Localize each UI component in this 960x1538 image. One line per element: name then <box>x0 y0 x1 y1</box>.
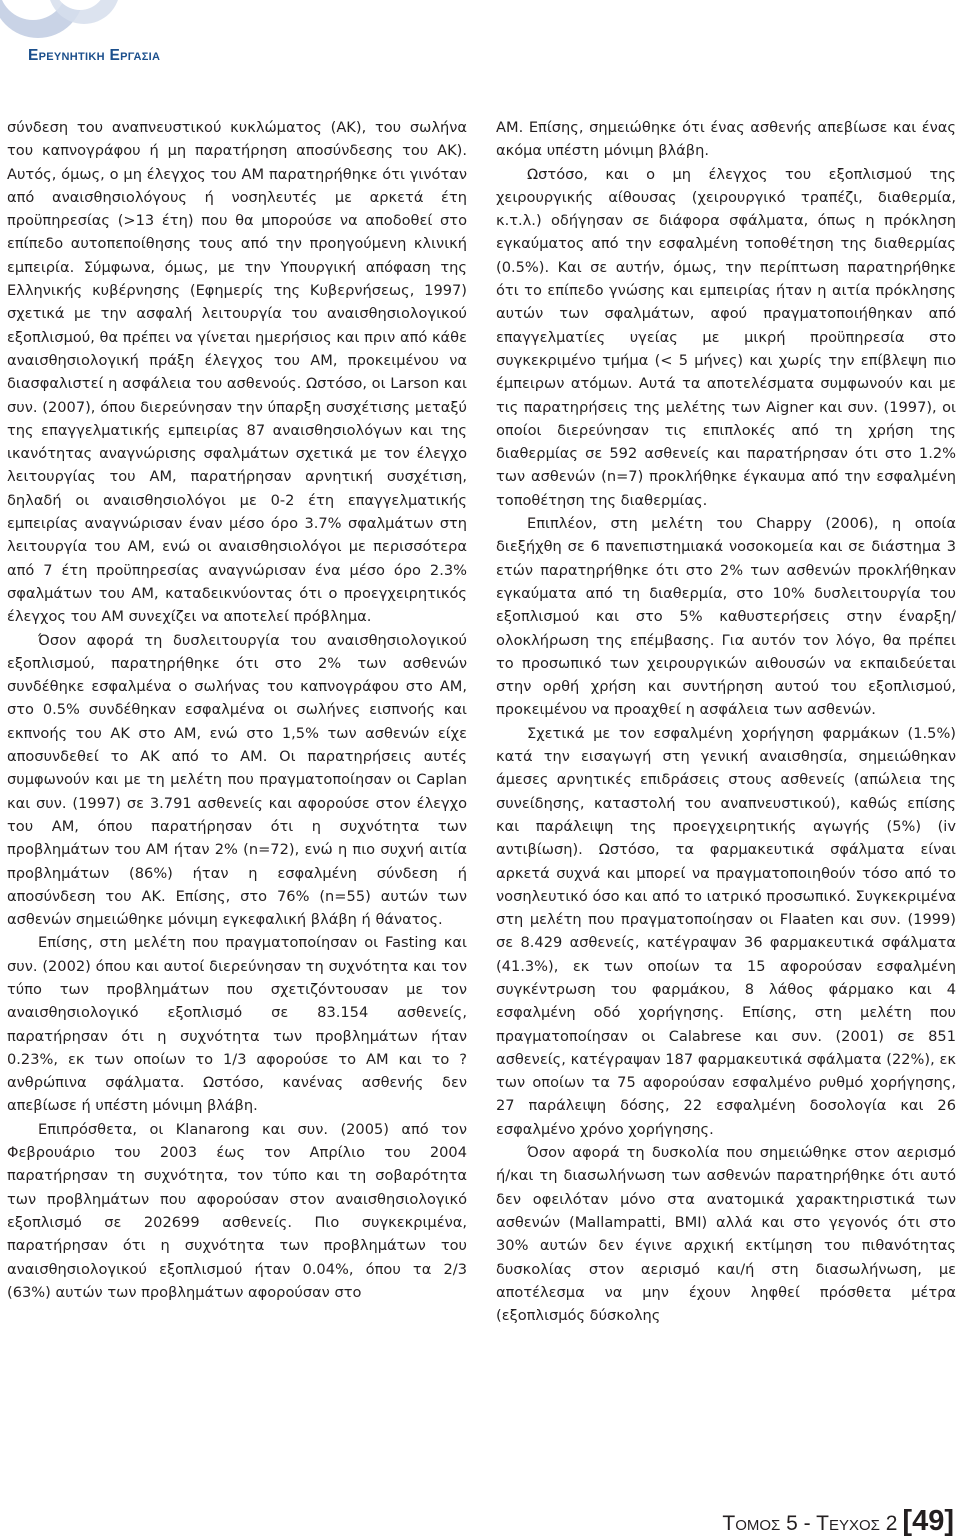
issue-info: Τομος 5 - Τευχος 2 <box>722 1512 898 1535</box>
paragraph: Επιπρόσθετα, οι Klanarong και συν. (2005) από τον Φεβρουάριο του 2003 έως τον Απρίλιο του 2004 παρατήρησαν τη συχνότητα, τον τύπο και τη σοβαρότητα των προβλημάτων που αφορούσαν στον αναισθησιολογικό εξοπλισμό σε 202699 ασθενείς. Πιο συγκεκριμένα, παρατήρησαν ότι η συχνότητα των προβλημάτων του αναισθησιολογικού εξοπλισμού ήταν 0.04%, όπου τα 2/3 (63%) αυτών των προβλημάτων αφορούσαν στο <box>7 1120 467 1301</box>
paragraph: Όσον αφορά τη δυσλειτουργία του αναισθησιολογικού εξοπλισμού, παρατηρήθηκε ότι στο 2% των ασθενών συνδέθηκε εσφαλμένα ο σωλήνας του καπνογράφου στο ΑΜ, στο 0.5% συνδέθηκαν εσφαλμένα οι σωλήνες εισπνοής και εκπνοής του ΑΚ στο ΑΜ, ενώ στο 1,5% των ασθενών είχε αποσυνδεθεί το ΑΚ από το ΑΜ. Οι παρατηρήσεις αυτές συμφωνούν και με τη μελέτη που πραγματοποίησαν οι Caplan και συν. (1997) σε 3.791 ασθενείς και αφορούσε στον έλεγχο του ΑΜ, όπου παρατήρησαν ότι η συχνότητα των προβλημάτων του ΑΜ ήταν 2% (n=72), ενώ η πιο συχνή αιτία προβλημάτων (86%) ήταν η εσφαλμένη σύνδεση ή αποσύνδεση του ΑΚ. Επίσης, στο 76% (n=55) αυτών των ασθενών σημειώθηκε μόνιμη εγκεφαλική βλάβη ή θάνατος. <box>7 631 467 929</box>
paragraph: Επιπλέον, στη μελέτη του Chappy (2006), η οποία διεξήχθη σε 6 πανεπιστημιακά νοσοκομεία και σε διάστημα 3 ετών παρατηρήθηκε ότι στο 2% των ασθενών προκλήθηκαν εγκαύματα από τη διαθερμία, στο 10% δυσλειτουργία του εξοπλισμού και στο 5% καθυστερήσεις στην έναρξη/ολοκλήρωση της επέμβασης. Για αυτόν τον λόγο, θα πρέπει το προσωπικό των χειρουργικών αιθουσών να εκπαιδεύεται στην ορθή χρήση και συντήρηση αυτού του εξοπλισμού, προκειμένου να προαχθεί η ασφάλεια των ασθενών. <box>496 515 956 719</box>
section-label: Ερευνητικη Εργασια <box>28 47 161 64</box>
right-column <box>496 116 956 1327</box>
paragraph: σύνδεση του αναπνευστικού κυκλώματος (ΑΚ), του σωλήνα του καπνογράφου ή μη παρατήρηση αποσύνδεσης του ΑΚ). Αυτός, όμως, ο μη έλεγχος του ΑΜ παρατηρήθηκε ότι γινόταν από αναισθησιολόγους ή νοσηλευτές με αρκετά έτη προϋπηρεσίας (>13 έτη) που θα μπορούσε να αποδοθεί στο επίπεδο αυτοπεποίθησης τους από την προηγούμενη κλινική εμπειρία. Σύμφωνα, όμως, με την Υπουργική απόφαση της Ελληνικής κυβέρνησης (Εφημερίς της Κυβερνήσεως, 1997) σχετικά με την ασφαλή λειτουργία του αναισθησιολογικού εξοπλισμού, θα πρέπει να γίνεται ημερήσιος και πριν από κάθε αναισθησιολογική πράξη έλεγχος του ΑΜ, προκειμένου να διασφαλιστεί η ασφάλεια του ασθενούς. Ωστόσο, οι Larson και συν. (2007), όπου διερεύνησαν την ύπαρξη συσχέτισης μεταξύ της επαγγελματικής εμπειρίας 87 αναισθησιολόγων και της ικανότητας αναγνώρισης σφαλμάτων σχετικά με τον έλεγχο λειτουργίας του ΑΜ, παρατήρησαν αρνητική συσχέτιση, δηλαδή οι αναισθησιολόγοι με 0-2 έτη επαγγελματικής εμπειρίας αναγνώρισαν έναν μέσο όρο 3.7% σφαλμάτων στη λειτουργία του ΑΜ, ενώ οι αναισθησιολόγοι με περισσότερα από 7 έτη προϋπηρεσίας αναγνώρισαν ένα μέσο όρο 2.3% σφαλμάτων του ΑΜ, καταδεικνύοντας ότι ο προεγχειρητικός έλεγχος του ΑΜ συνεχίζει να αποτελεί πρόβλημα. <box>7 119 467 626</box>
paragraph: Όσον αφορά τη δυσκολία που σημειώθηκε στον αερισμό ή/και τη διασωλήνωση των ασθενών παρατηρήθηκε ότι αυτό δεν οφειλόταν μόνο στα ανατομικά χαρακτηριστικά των ασθενών (Mallampatti, BMI) αλλά και στο γεγονός ότι στο 30% αυτών δεν έγινε αρχική εκτίμηση του πιθανότητας δυσκολίας στον αερισμό και/ή στη διασωλήνωση, με αποτέλεσμα να μην έχουν ληφθεί πρόσθετα μέτρα (εξοπλισμός δύσκολης <box>496 1144 956 1325</box>
paragraph: Επίσης, στη μελέτη που πραγματοποίησαν οι Fasting και συν. (2002) όπου και αυτοί διερεύνησαν τη συχνότητα και τον τύπο των προβλημάτων που σχετιζόντουσαν με τον αναισθησιολογικό εξοπλισμό σε 83.154 ασθενείς, παρατήρησαν ότι η συχνότητα των προβλημάτων ήταν 0.23%, εκ των οποίων το 1/3 αφορούσε το ΑΜ και το ? ανθρώπινα σφάλματα. Ωστόσο, κανένας ασθενής δεν απεβίωσε ή υπέστη μόνιμη βλάβη. <box>7 934 467 1115</box>
page-footer <box>722 1505 954 1538</box>
paragraph: ΑΜ. Επίσης, σημειώθηκε ότι ένας ασθενής απεβίωσε και ένας ακόμα υπέστη μόνιμη βλάβη. <box>496 119 956 160</box>
paragraph: Σχετικά με τον εσφαλμένη χορήγηση φαρμάκων (1.5%) κατά την εισαγωγή στη γενική αναισθησία, σημειώθηκαν άμεσες αρνητικές επιδράσεις στους ασθενείς (απώλεια της συνείδησης, καταστολή του αναπνευστικού), καθώς επίσης και παράλειψη της προεγχειρητικής αγωγής (5%) (iv αντιβίωση). Ωστόσο, τα φαρμακευτικά σφάλματα είναι αρκετά συχνά και μπορεί να πραγματοποιηθούν τόσο από το νοσηλευτικό όσο και από το ιατρικό προσωπικό. Συγκεκριμένα στη μελέτη που πραγματοποίησαν οι Flaaten και συν. (1999) σε 8.429 ασθενείς, κατέγραψαν 36 φαρμακευτικά σφάλματα (41.3%), εκ των οποίων τα 15 αφορούσαν εσφαλμένη συγκέντρωση του φαρμάκου, 8 λάθος φάρμακο και 4 εσφαλμένη οδό χορήγησης. Επίσης, στη μελέτη που πραγματοποίησαν οι Calabrese και συν. (2001) σε 851 ασθενείς, κατέγραψαν 187 φαρμακευτικά σφάλματα (22%), εκ των οποίων τα 75 αφορούσαν εσφαλμένο ρυθμό χορήγησης, 27 παράλειψη δόσης, 22 εσφαλμένη δοσολογία και 26 εσφαλμένο χρόνο χορήγησης. <box>496 724 956 1138</box>
page-number: [49] <box>902 1505 954 1537</box>
left-column <box>7 116 467 1304</box>
paragraph: Ωστόσο, και ο μη έλεγχος του εξοπλισμού της χειρουργικής αίθουσας (χειρουργικό τραπέζι, διαθερμία, κ.τ.λ.) οδήγησαν σε διάφορα σφάλματα, όπως η πρόκληση εγκαύματος από την εσφαλμένη τοποθέτηση της διαθερμίας (0.5%). Και σε αυτήν, όμως, την περίπτωση παρατηρήθηκε ότι το επίπεδο γνώσης και εμπειρίας ήταν η αιτία πρόκλησης αυτών των σφαλμάτων, αφού πραγματοποιήθηκαν από επαγγελματίες υγείας με μικρή προϋπηρεσία στο συγκεκριμένο τμήμα (< 5 μήνες) και χωρίς την επίβλεψη πιο έμπειρων ατόμων. Αυτά τα αποτελέσματα συμφωνούν και με τις παρατηρήσεις της μελέτης των Aigner και συν. (1997), οι οποίοι διερεύνησαν τις επιπλοκές από τη χρήση της διαθερμίας σε 592 ασθενείς και παρατήρησαν ότι στο 1.2% των ασθενών (n=7) προκλήθηκε έγκαυμα από την εσφαλμένη τοποθέτηση της διαθερμίας. <box>496 165 956 509</box>
